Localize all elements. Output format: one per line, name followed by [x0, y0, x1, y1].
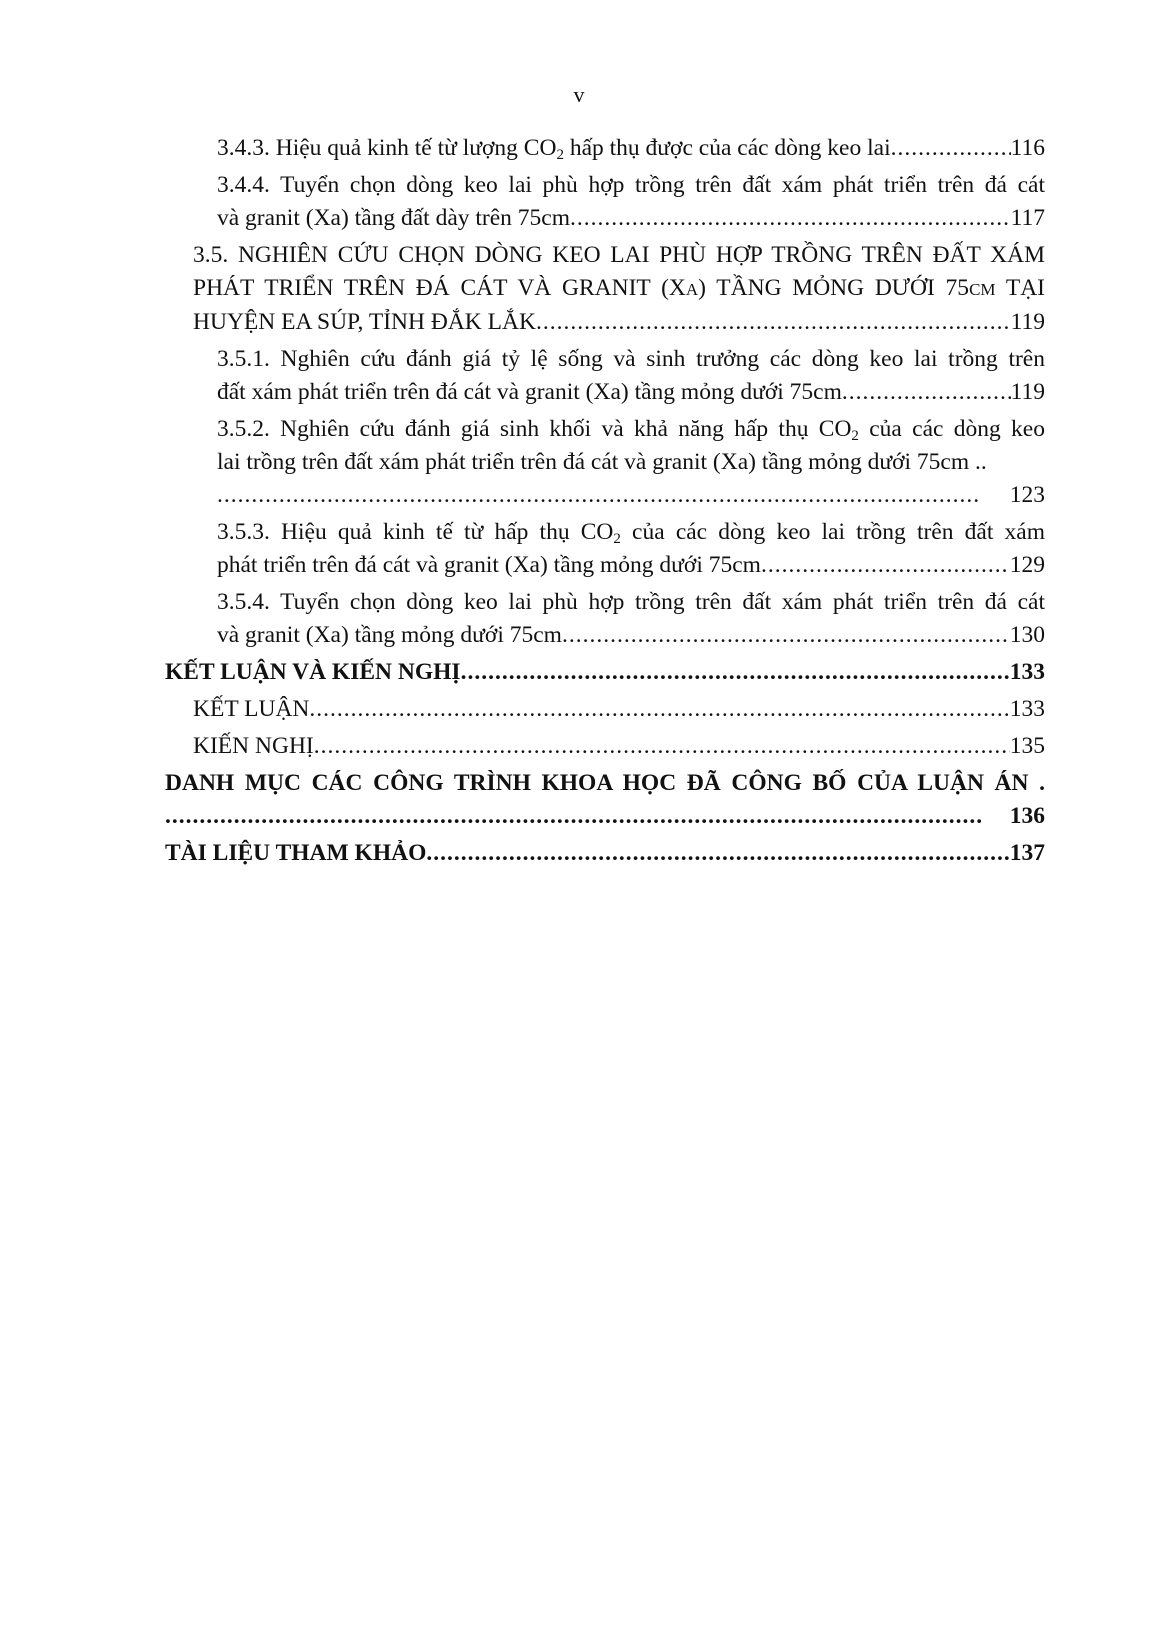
toc-entry-title-line: 3.5. NGHIÊN CỨU CHỌN DÒNG KEO LAI PHÙ HỢP TRỒNG TRÊN ĐẤT XÁM [193, 242, 1045, 268]
toc-entry-title-line: 3.5.3. Hiệu quả kinh tế từ hấp thụ $CO_2$ của các dòng keo lai trồng trên đất xám [217, 519, 1045, 547]
toc-entry-title: KẾT LUẬN VÀ KIẾN NGHỊ [165, 659, 461, 685]
toc-entry-3-5-3[interactable] [217, 516, 1045, 582]
toc-entry-ket-luan-kien-nghi[interactable] [165, 656, 1045, 689]
toc-page-number: 119 [1010, 309, 1045, 335]
toc-entry-title-continued: HUYỆN EA SÚP, TỈNH ĐẮK LẮK [193, 309, 536, 335]
toc-page-number: 135 [1009, 733, 1045, 759]
toc-page-number: 117 [1010, 205, 1045, 231]
toc-entry-title: KIẾN NGHỊ [193, 733, 314, 759]
dot-leader [891, 132, 1011, 165]
toc-page-number: 123 [1009, 482, 1045, 508]
dot-leader [217, 479, 980, 512]
dot-leader [165, 800, 984, 833]
toc-entry-3-4-4[interactable] [217, 169, 1045, 235]
toc-page-number: 130 [1009, 622, 1045, 648]
toc-entry-title: KẾT LUẬN [193, 696, 310, 722]
toc-entry-title-line: 3.4.4. Tuyển chọn dòng keo lai phù hợp trồng trên đất xám phát triển trên đá cát [217, 172, 1045, 198]
toc-entry-3-4-3[interactable] [217, 132, 1045, 165]
dot-leader [309, 693, 1009, 726]
toc-page-number: 116 [1010, 135, 1045, 161]
toc-entry-kien-nghi[interactable] [193, 730, 1045, 763]
dot-leader [314, 730, 1010, 763]
toc-entry-title-line: 3.5.2. Nghiên cứu đánh giá sinh khối và khả năng hấp thụ $CO_2$ của các dòng keo [217, 416, 1045, 444]
toc-entry-danh-muc[interactable] [165, 767, 1045, 833]
toc-entry-3-5-2[interactable] [217, 413, 1045, 512]
toc-entry-tai-lieu[interactable] [165, 837, 1045, 870]
toc-page-number: 133 [1009, 696, 1045, 722]
toc-entry-title-line: 3.5.1. Nghiên cứu đánh giá tỷ lệ sống và sinh trưởng các dòng keo lai trồng trên [217, 346, 1045, 372]
dot-leader [461, 656, 1010, 689]
toc-entry-title-continued: phát triển trên đá cát và granit (Xa) tầng mỏng dưới 75cm [217, 552, 761, 578]
toc-entry-title-line: DANH MỤC CÁC CÔNG TRÌNH KHOA HỌC ĐÃ CÔNG BỐ CỦA LUẬN ÁN . [165, 770, 1045, 796]
toc-entry-title-line: lai trồng trên đất xám phát triển trên đá cát và granit (Xa) tầng mỏng dưới 75cm .. [217, 449, 987, 475]
dot-leader [842, 376, 1011, 409]
toc-entry-title-line: 3.5.4. Tuyển chọn dòng keo lai phù hợp trồng trên đất xám phát triển trên đá cát [217, 589, 1045, 615]
dot-leader [426, 837, 1009, 870]
toc-entry-title: TÀI LIỆU THAM KHẢO [165, 840, 427, 866]
toc-page-number: 129 [1009, 552, 1045, 578]
toc-page-number: 133 [1009, 659, 1045, 685]
toc-page-number: 119 [1010, 379, 1045, 405]
toc-entry-title-continued: và granit (Xa) tầng mỏng dưới 75cm [217, 622, 562, 648]
dot-leader [536, 306, 1011, 339]
toc-entry-title-continued: đất xám phát triển trên đá cát và granit (Xa) tầng mỏng dưới 75cm [217, 379, 842, 405]
dot-leader [761, 549, 1010, 582]
toc-entry-3-5[interactable] [193, 239, 1045, 339]
toc-entry-3-5-4[interactable] [217, 586, 1045, 652]
toc-page-number: 137 [1009, 840, 1045, 866]
toc-entry-title: 3.4.3. Hiệu quả kinh tế từ lượng $CO_2$ hấp thụ được của các dòng keo lai [217, 135, 891, 163]
toc-entry-3-5-1[interactable] [217, 343, 1045, 409]
dot-leader [562, 619, 1010, 652]
toc-entry-title-line: PHÁT TRIỂN TRÊN ĐÁ CÁT VÀ GRANIT (XA) TẦNG MỎNG DƯỚI 75CM TẠI [193, 275, 1045, 301]
table-of-contents [165, 132, 1045, 874]
toc-entry-ket-luan[interactable] [193, 693, 1045, 726]
dot-leader [570, 202, 1011, 235]
toc-entry-title-continued: và granit (Xa) tầng đất dày trên 75cm [217, 205, 571, 231]
toc-page-number: 136 [1009, 803, 1045, 829]
page-number: v [573, 82, 585, 107]
